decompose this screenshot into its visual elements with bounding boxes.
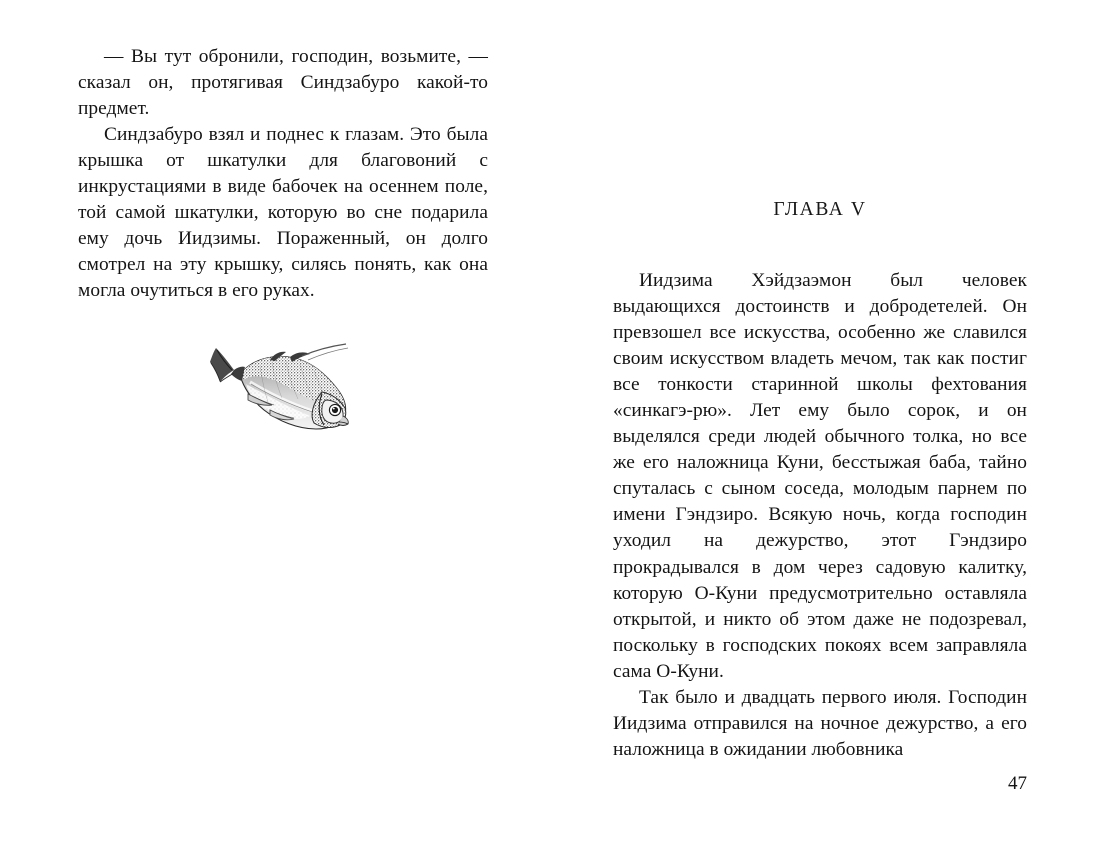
paragraph: — Вы тут обронили, господин, возьмите, — сказал он, протягивая Синдзабуро какой-то предмет. <box>78 46 488 120</box>
paragraph: Так было и двадцать первого июля. Господин Иидзима отправился на ночное дежурство, а его наложница в ожидании любовника <box>613 686 1027 760</box>
chapter-heading: ГЛАВА V <box>773 199 867 220</box>
right-text-column <box>613 198 1027 763</box>
page-number: 47 <box>1008 773 1027 794</box>
left-text-column <box>78 44 488 304</box>
fish-eye <box>332 407 338 413</box>
paragraph: Иидзима Хэйдзаэмон был человек выдающихся достоинств и добродетелей. Он превзошел все искусства, особенно же славился своим искусством владеть мечом, так как постиг все тонкости старинной школы фехтования «синкагэ-рю». Лет ему было сорок, и он выделялся среди людей обычного толка, но все же его наложница Куни, бесстыжая баба, тайно спуталась с сыном соседа, молодым парнем по имени Гэндзиро. Всякую ночь, когда господин уходил на дежурство, этот Гэндзиро прокрадывался в дом через садовую калитку, которую О-Куни предусмотрительно оставляла открытой, и никто об этом даже не подозревал, поскольку в господских покоях всем заправляла сама О-Куни. <box>613 270 1027 682</box>
paragraph: Синдзабуро взял и поднес к глазам. Это была крышка от шкатулки для благовоний с инкрустациями в виде бабочек на осеннем поле, той самой шкатулки, которую во сне подарила ему дочь Иидзимы. Пораженный, он долго смотрел на эту крышку, силясь понять, как она могла очутиться в его руках. <box>78 124 488 302</box>
chapter-body <box>613 268 1027 763</box>
fish-tail <box>210 348 245 382</box>
fish-illustration <box>198 336 358 444</box>
